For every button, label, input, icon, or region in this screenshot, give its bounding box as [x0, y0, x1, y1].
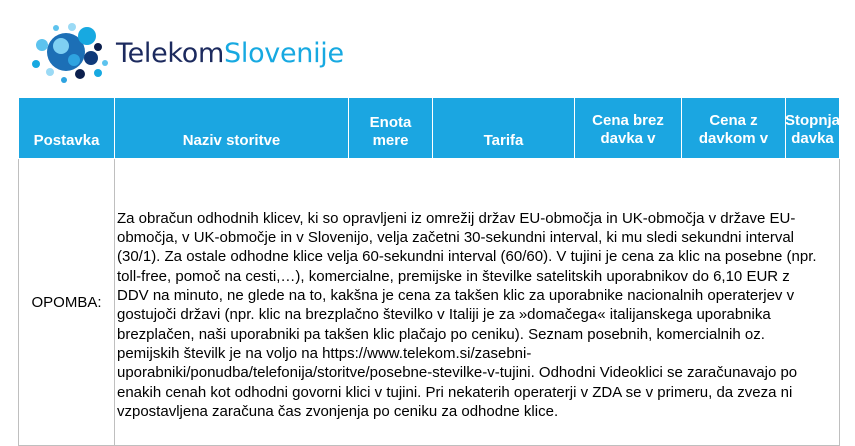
table-header-row	[19, 98, 840, 159]
brand-name-part1: Telekom	[116, 38, 225, 69]
header-item: Postavka	[19, 98, 115, 159]
header-price-with-tax: Cena z davkom v	[682, 98, 786, 159]
header-tariff: Tarifa	[433, 98, 575, 159]
price-table	[18, 97, 840, 446]
telekom-slovenije-logo	[28, 18, 348, 90]
note-text: Za obračun odhodnih klicev, ki so opravljeni iz omrežij držav EU-območja in UK-območja v države EU-območja, v UK-območje in v Slovenijo, velja začetni 30-sekundni interval, ki mu sledi sekundni interval (30/1). Za ostale odhodne klice velja 60-sekundni interval (60/60). V tujini je cena za klic na posebne (npr. toll-free, pomoč na cesti,…), komercialne, premijske in številke satelitskih uporabnikov do 6,10 EUR z DDV na minuto, ne glede na to, kakšna je cena za takšen klic za uporabnike nacionalnih operaterjev v gostujoči državi (npr. klic na brezplačno številko v Italiji je za »domačega« italijanskega uporabnika brezplačen, naši uporabniki pa takšen klic plačajo po ceniku). Seznam posebnih, komercialnih oz. pemijskih številk je na voljo na https://www.telekom.si/zasebni-uporabniki/ponudba/telefonija/storitve/posebne-stevilke-v-tujini. Odhodni Videoklici se zaračunavajo po enakih cenah kot odhodni govorni klici v tujini. Pri nekaterih operaterji v ZDA se v primeru, da zveza ni vzpostavljena zaračuna čas zvonjenja po ceniku za odhodne klice.	[117, 209, 817, 420]
table-row	[19, 159, 840, 446]
telekom-dots-logo-icon	[28, 18, 114, 88]
brand-name	[116, 38, 344, 69]
header-service-name: Naziv storitve	[115, 98, 349, 159]
row-item-label: OPOMBA:	[19, 159, 115, 446]
header-price-no-tax: Cena brez davka v	[575, 98, 682, 159]
header-tax-rate: Stopnja davka	[786, 98, 840, 159]
note-cell	[115, 159, 840, 446]
header-unit: Enota mere	[349, 98, 433, 159]
brand-name-part2: Slovenije	[224, 38, 344, 69]
